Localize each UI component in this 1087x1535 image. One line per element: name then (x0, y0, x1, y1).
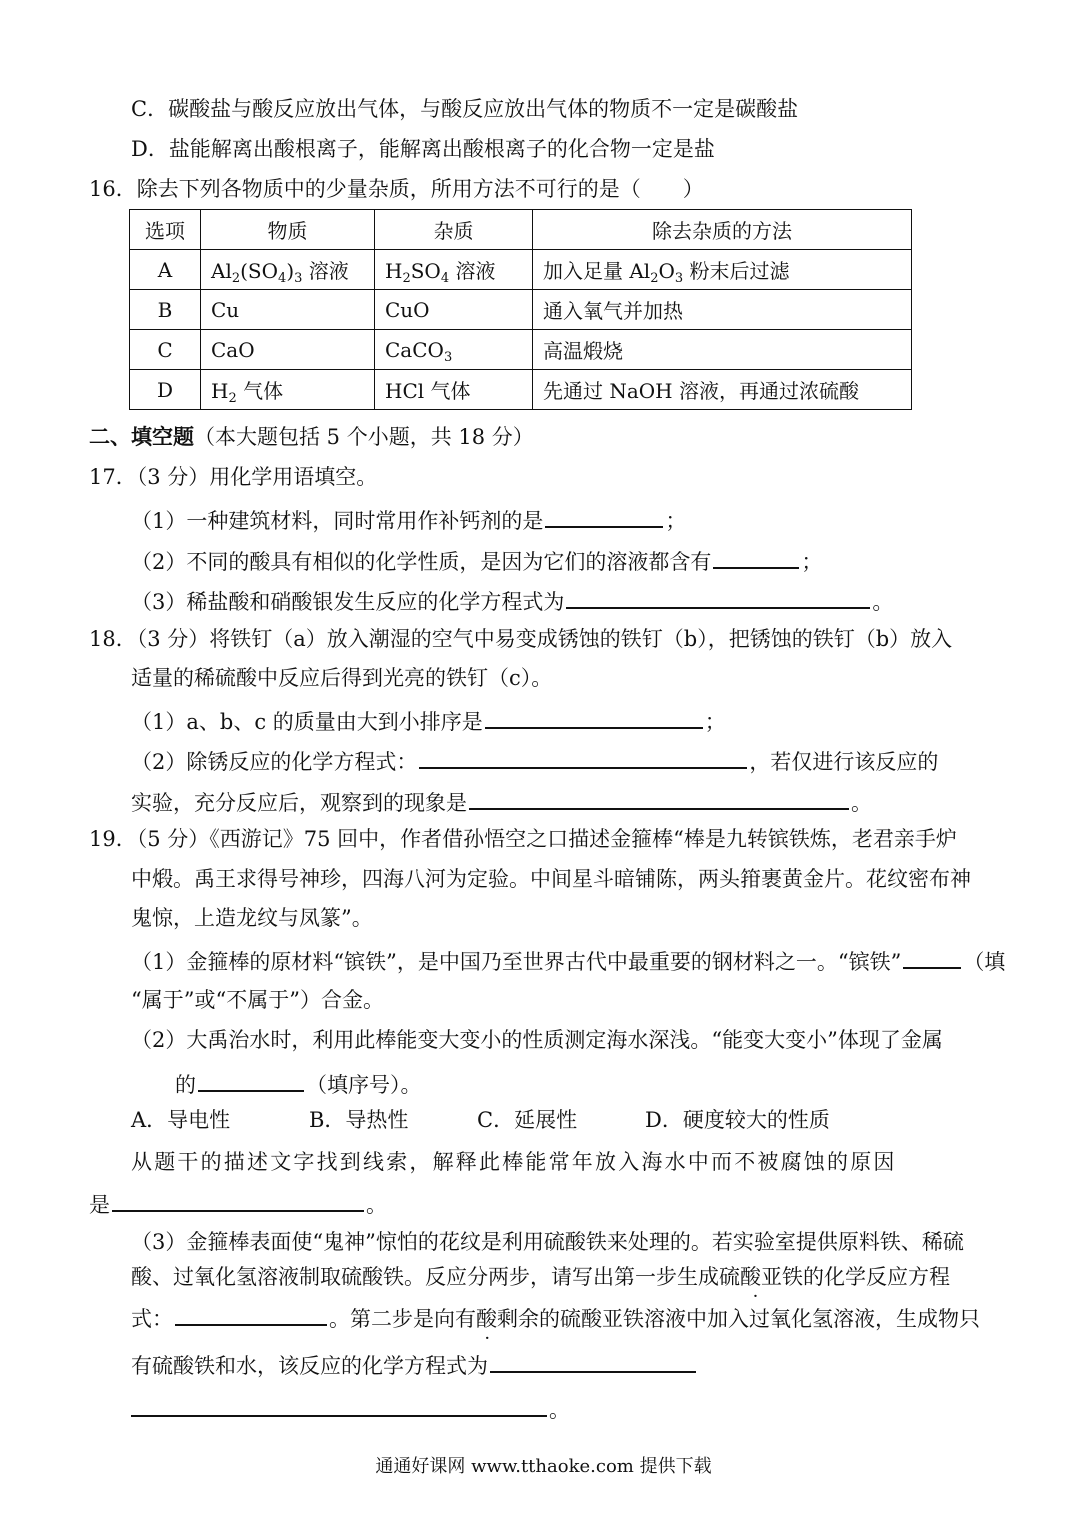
q19-part3-cont4: 。 (131, 1393, 570, 1424)
q17-part2: （2）不同的酸具有相似的化学性质，是因为它们的溶液都含有 ； (131, 545, 822, 576)
answer-blank[interactable] (419, 745, 747, 769)
q18-part1: （1）a、b、c 的质量由大到小排序是 ； (131, 705, 726, 736)
emphasis-dot: 酸 (476, 1307, 497, 1331)
answer-blank[interactable] (713, 545, 799, 569)
section-note: （本大题包括 5 个小题，共 18 分） (194, 425, 534, 449)
q18-stem-cont: 适量的稀硫酸中反应后得到光亮的铁钉（c）。 (131, 666, 553, 690)
table-row: C CaO CaCO$_3$ 高温煅烧 (130, 330, 912, 370)
q16-table (129, 209, 912, 410)
option-c: C．延展性 (477, 1108, 578, 1132)
q19-part1-cont: “属于”或“不属于”）合金。 (131, 988, 384, 1012)
q19-options (131, 1106, 830, 1134)
q19-part3-cont3: 有硫酸铁和水，该反应的化学方程式为 (131, 1349, 698, 1380)
q19-stem-cont2: 鬼惊，上造龙纹与凤篆”。 (131, 906, 373, 930)
q17-part1: （1）一种建筑材料，同时常用作补钙剂的是 ； (131, 504, 686, 535)
option-a: A．导电性 (131, 1108, 231, 1132)
q19-part2-explain-cont: 是 。 (89, 1188, 387, 1219)
section-title: 二、填空题 (89, 424, 194, 449)
emphasis-dots: 硫酸亚铁 (719, 1265, 803, 1289)
table-header-row (130, 210, 912, 250)
header-impurity: 杂质 (375, 210, 533, 250)
answer-blank[interactable] (566, 585, 870, 609)
header-substance: 物质 (201, 210, 375, 250)
table-row: D $H_2$ 气体 HCl 气体 先通过 NaOH 溶液，再通过浓硫酸 (130, 370, 912, 410)
answer-blank[interactable] (175, 1302, 327, 1326)
q18-part2: （2）除锈反应的化学方程式： ，若仅进行该反应的 (131, 745, 938, 776)
table-row: A $Al_2(SO_4)_3$ 溶液 $H_2SO_4$ 溶液 加入足量 $Al_2O_3$ 粉末后过滤 (130, 250, 912, 290)
answer-blank[interactable] (490, 1349, 696, 1373)
answer-blank[interactable] (131, 1393, 547, 1417)
section-2-heading (89, 423, 534, 451)
answer-blank[interactable] (485, 705, 703, 729)
q19-part2-explain: 从题干的描述文字找到线索，解释此棒能常年放入海水中而不被腐蚀的原因 (131, 1150, 897, 1174)
q19-stem: 19．（5 分）《西游记》75 回中，作者借孙悟空之口描述金箍棒“棒是九转镔铁炼，老君亲手炉 (89, 827, 957, 851)
q18-stem: 18．（3 分）将铁钉（a）放入潮湿的空气中易变成锈蚀的铁钉（b），把锈蚀的铁钉（b）放入 (89, 627, 953, 651)
q15-option-d: D．盐能解离出酸根离子，能解离出酸根离子的化合物一定是盐 (131, 137, 715, 161)
option-d: D．硬度较大的性质 (645, 1108, 830, 1132)
answer-blank[interactable] (112, 1188, 364, 1212)
page-footer: 通通好课网 www.tthaoke.com 提供下载 (375, 1456, 712, 1477)
q19-part2-cont: 的 （填序号）。 (175, 1068, 422, 1099)
header-option: 选项 (130, 210, 201, 250)
answer-blank[interactable] (903, 945, 961, 969)
q19-stem-cont: 中煅。禹王求得号神珍，四海八河为定验。中间星斗暗铺陈，两头箝裹黄金片。花纹密布神 (131, 867, 971, 891)
q19-part3-cont2: 式： 。第二步是向有酸剩余的硫酸亚铁溶液中加入过氧化氢溶液，生成物只 (131, 1302, 980, 1333)
q15-option-c: C．碳酸盐与酸反应放出气体，与酸反应放出气体的物质不一定是碳酸盐 (131, 97, 799, 121)
q19-part3: （3）金箍棒表面使“鬼神”惊怕的花纹是利用硫酸铁来处理的。若实验室提供原料铁、稀硫 (131, 1230, 964, 1254)
q17-part3: （3）稀盐酸和硝酸银发生反应的化学方程式为 。 (131, 585, 893, 616)
q16-stem: 16．除去下列各物质中的少量杂质，所用方法不可行的是（ ） (89, 177, 704, 201)
q18-part2-cont: 实验，充分反应后，观察到的现象是 。 (131, 786, 872, 817)
answer-blank[interactable] (198, 1068, 304, 1092)
table-row: B Cu CuO 通入氧气并加热 (130, 290, 912, 330)
answer-blank[interactable] (545, 504, 663, 528)
q17-stem: 17．（3 分）用化学用语填空。 (89, 465, 378, 489)
q19-part2: （2）大禹治水时，利用此棒能变大变小的性质测定海水深浅。“能变大变小”体现了金属 (131, 1028, 943, 1052)
option-b: B．导热性 (309, 1108, 409, 1132)
q19-part3-cont: 酸、过氧化氢溶液制取硫酸铁。反应分两步，请写出第一步生成硫酸亚铁的化学反应方程 (131, 1265, 950, 1289)
q19-part1: （1）金箍棒的原材料“镔铁”，是中国乃至世界古代中最重要的钢材料之一。“镔铁” （填 (131, 945, 1005, 976)
header-method: 除去杂质的方法 (533, 210, 912, 250)
answer-blank[interactable] (469, 786, 849, 810)
